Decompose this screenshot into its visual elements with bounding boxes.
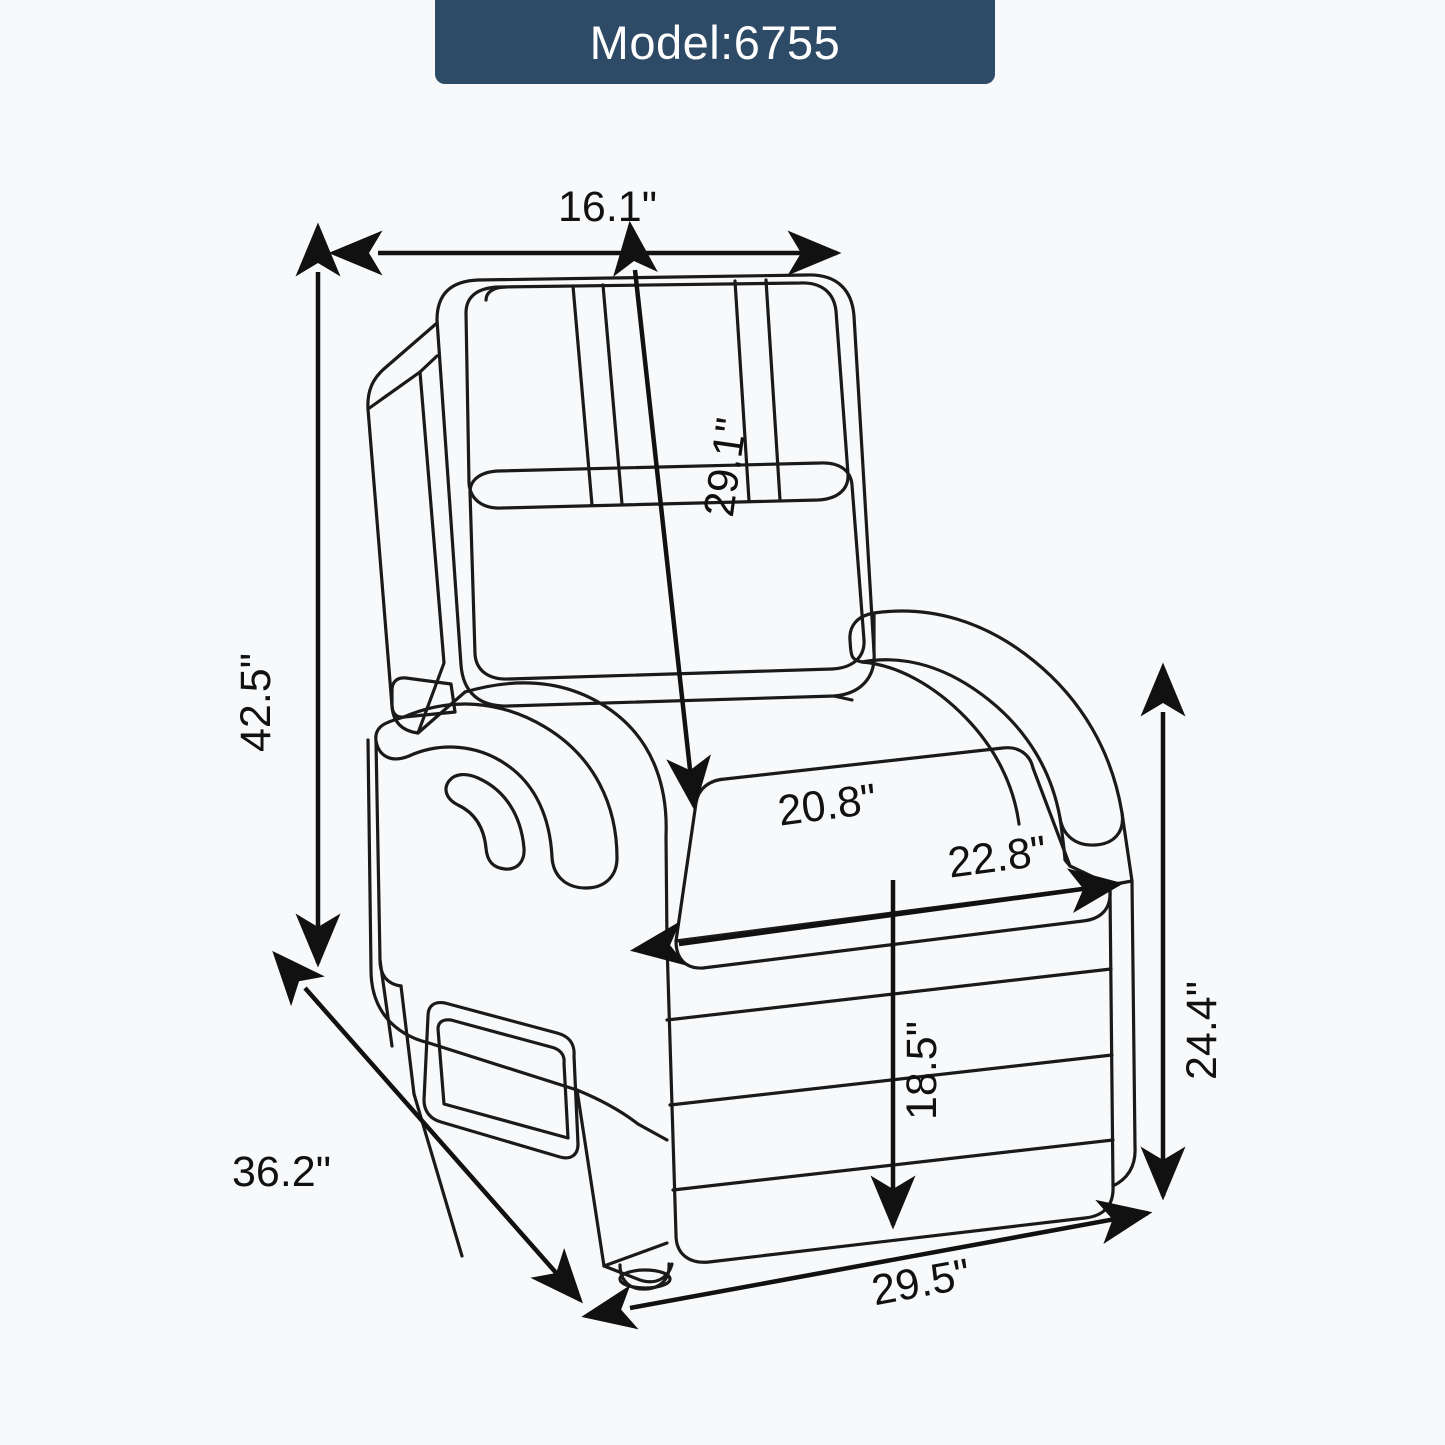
dimension-label-width-top: 16.1" [558,183,657,231]
dimension-label-seat-height: 18.5" [898,1021,946,1120]
dimension-label-height-overall: 42.5" [232,653,280,752]
dimension-label-back-height: 29.1" [695,414,757,520]
dimline-back-height [635,270,694,806]
dimension-label-width-overall: 29.5" [868,1249,975,1316]
dimension-label-arm-height: 24.4" [1178,981,1226,1080]
dimline-seat-depth [679,884,1119,944]
dimline-depth-overall [305,988,580,1300]
dimension-label-seat-width: 22.8" [945,827,1050,888]
model-badge-label: Model:6755 [589,15,841,69]
dimension-label-depth-overall: 36.2" [232,1148,331,1196]
dimension-label-seat-depth: 20.8" [775,775,880,836]
